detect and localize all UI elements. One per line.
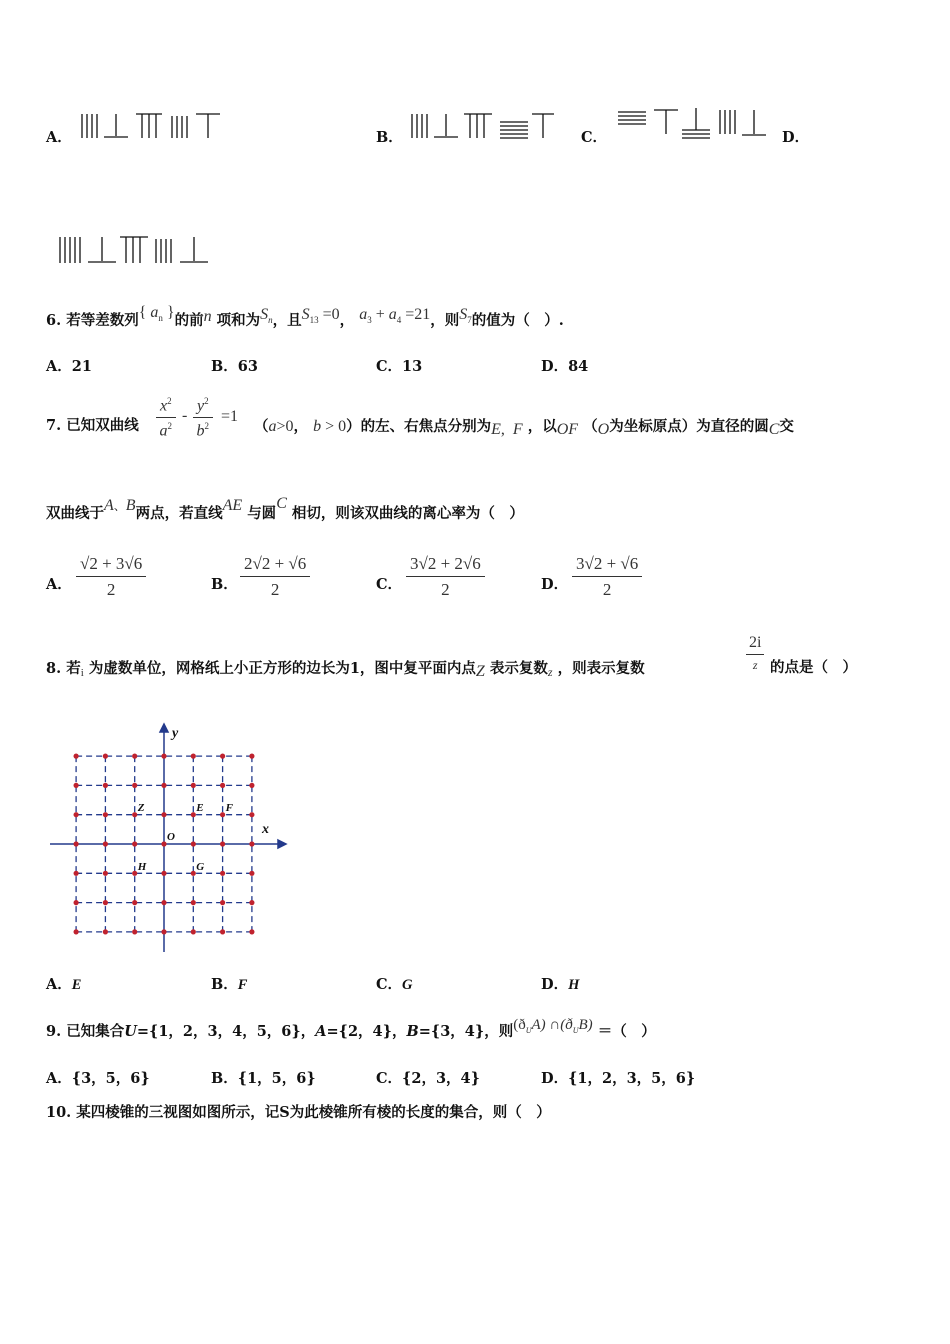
lattice-point	[103, 783, 108, 788]
q5-option-a-letter: A．	[46, 129, 72, 146]
q7-stem-line1-rest: （a>0， b > 0）的左、右焦点分别为E, F ，以OF （O为坐标原点）为直径的圆C交	[254, 418, 794, 438]
q6-option-d[interactable]: D．84	[541, 358, 589, 375]
lattice-point	[249, 871, 254, 876]
lattice-point	[191, 929, 196, 934]
q8-option-d[interactable]: D．H	[541, 976, 580, 993]
x-axis-label: x	[262, 822, 269, 837]
q6-option-b[interactable]: B．63	[211, 358, 258, 375]
y-axis-label: y	[172, 726, 179, 741]
q5-option-c-rod-numeral-icon	[614, 104, 774, 142]
lattice-point	[220, 812, 225, 817]
q9-option-c[interactable]: C．{2，3，4}	[376, 1070, 480, 1087]
point-label-g: G	[196, 861, 205, 874]
q7-option-d-letter: D．	[541, 576, 569, 593]
y-axis-arrow-icon	[160, 724, 168, 732]
lattice-point	[191, 841, 196, 846]
lattice-point	[249, 754, 254, 759]
complex-plane-figure	[40, 722, 290, 962]
lattice-point	[74, 754, 79, 759]
q7-option-c-letter: C．	[376, 576, 403, 593]
lattice-point	[191, 754, 196, 759]
lattice-point	[220, 929, 225, 934]
q7-x2-a2-fraction: $\frac{x^2}{a^2}$	[156, 396, 176, 441]
lattice-point	[103, 754, 108, 759]
q9-option-d[interactable]: D．{1，2，3，5，6}	[541, 1070, 696, 1087]
q8-stem: 8. 若$_i$ 为虚数单位，网格纸上小正方形的边长为1，图中复平面内点Z 表示复数$_z$ ，则表示复数	[46, 660, 645, 680]
lattice-point	[161, 783, 166, 788]
q7-option-b-letter: B．	[211, 576, 238, 593]
q7-option-b-fraction[interactable]: $\frac{2√2 + √6}{2}$	[240, 554, 310, 600]
lattice-point	[191, 871, 196, 876]
q5-option-d-letter: D．	[782, 129, 810, 146]
lattice-point	[249, 841, 254, 846]
q5-option-b-letter: B．	[376, 129, 403, 146]
lattice-point	[132, 871, 137, 876]
lattice-point	[249, 812, 254, 817]
q7-option-d-fraction[interactable]: $\frac{3√2 + √6}{2}$	[572, 554, 642, 600]
lattice-point	[249, 783, 254, 788]
point-label-h: H	[137, 861, 147, 874]
lattice-point	[220, 871, 225, 876]
lattice-point	[103, 841, 108, 846]
lattice-point	[74, 841, 79, 846]
lattice-point	[249, 929, 254, 934]
q5-option-c-letter: C．	[581, 129, 608, 146]
lattice-point	[103, 929, 108, 934]
lattice-point	[249, 900, 254, 905]
q9-option-b[interactable]: B．{1，5，6}	[211, 1070, 316, 1087]
q7-eq1: =1	[221, 408, 239, 425]
point-label-e: E	[196, 801, 204, 814]
q8-option-c[interactable]: C．G	[376, 976, 413, 993]
lattice-point	[161, 754, 166, 759]
q7-y2-b2-fraction: $\frac{y^2}{b^2}$	[193, 396, 213, 441]
q7-option-c-fraction[interactable]: $\frac{3√2 + 2√6}{2}$	[406, 554, 485, 600]
q9-stem: 9. 已知集合U={1，2，3，4，5，6}，A={2，4}，B={3，4}，则$(ð_UA)$ $\cap(ð_UB)$ ＝（ ）	[46, 1017, 656, 1040]
lattice-point	[132, 900, 137, 905]
lattice-point	[74, 900, 79, 905]
lattice-point	[191, 900, 196, 905]
point-label-f: F	[225, 801, 233, 814]
q8-option-a[interactable]: A．E	[46, 976, 82, 993]
lattice-point	[220, 900, 225, 905]
point-label-z: Z	[137, 801, 145, 814]
lattice-point	[103, 812, 108, 817]
lattice-point	[74, 812, 79, 817]
q7-option-a-fraction[interactable]: $\frac{√2 + 3√6}{2}$	[76, 554, 146, 600]
lattice-point	[220, 754, 225, 759]
lattice-point	[132, 812, 137, 817]
q9-option-a[interactable]: A．{3，5，6}	[46, 1070, 150, 1087]
lattice-point	[132, 754, 137, 759]
q7-stem-line2: 双曲线于A、B两点，若直线AE 与圆C 相切，则该双曲线的离心率为（ ）	[46, 495, 524, 522]
lattice-point	[103, 871, 108, 876]
lattice-point	[132, 841, 137, 846]
q7-stem-line1: 7. 已知双曲线	[46, 417, 139, 434]
lattice-point	[161, 929, 166, 934]
q8-stem-end: 的点是（ ）	[770, 659, 857, 676]
q8-fraction-2i-over-z: 2i z	[746, 634, 764, 673]
origin-label: O	[167, 831, 175, 843]
q5-option-a-rod-numeral-icon	[78, 112, 226, 142]
lattice-point	[74, 929, 79, 934]
q5-option-d-rod-numeral-icon	[56, 235, 216, 267]
lattice-point	[220, 841, 225, 846]
lattice-point	[132, 783, 137, 788]
lattice-point	[161, 812, 166, 817]
lattice-point	[161, 841, 166, 846]
q6-option-c[interactable]: C．13	[376, 358, 423, 375]
q6-stem: 6. 若等差数列{ $a_n$ }的前n 项和为$S_n$，且$S_{13} =0$， $a_3 + a_4 =21$，则$S_7$的值为（ ）.	[46, 304, 564, 329]
q7-minus: -	[182, 407, 188, 424]
lattice-point	[103, 900, 108, 905]
x-axis-arrow-icon	[278, 840, 286, 848]
lattice-point	[74, 871, 79, 876]
q7-option-a-letter: A．	[46, 576, 72, 593]
q5-option-b-rod-numeral-icon	[408, 112, 558, 142]
lattice-point	[74, 783, 79, 788]
lattice-point	[191, 783, 196, 788]
q6-option-a[interactable]: A．21	[46, 358, 92, 375]
lattice-point	[161, 871, 166, 876]
q10-stem: 10. 某四棱锥的三视图如图所示，记S为此棱锥所有棱的长度的集合，则（ ）	[46, 1104, 551, 1121]
q8-option-b[interactable]: B．F	[211, 976, 248, 993]
lattice-point	[161, 900, 166, 905]
lattice-point	[132, 929, 137, 934]
lattice-point	[220, 783, 225, 788]
